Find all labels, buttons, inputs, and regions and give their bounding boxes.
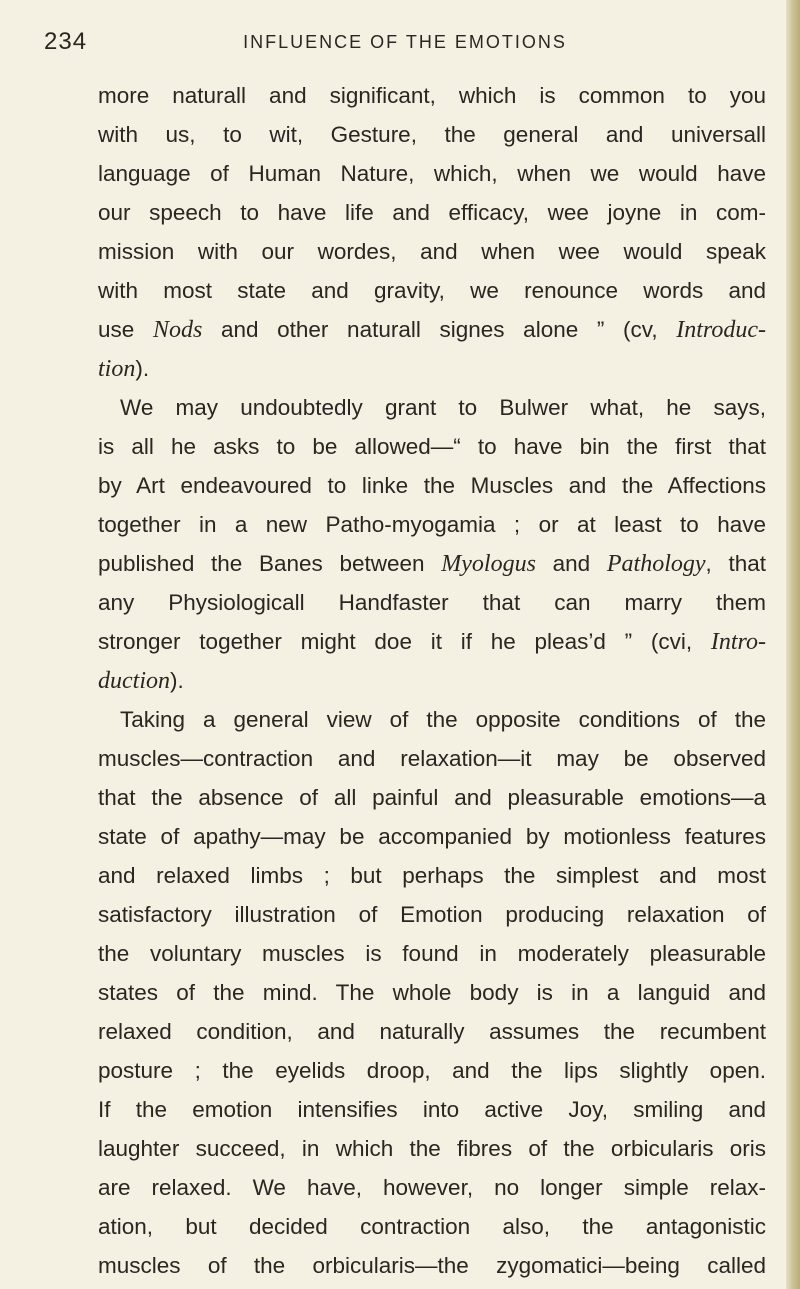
text-segment: mission with our wordes, and when wee would speak (98, 239, 766, 264)
text-segment: ation, but decided contraction also, the antagonistic (98, 1214, 766, 1239)
text-line (98, 115, 766, 154)
text-segment: language of Human Nature, which, when we would have (98, 161, 766, 186)
text-line (98, 1051, 766, 1090)
text-line (98, 739, 766, 778)
text-line (98, 817, 766, 856)
text-segment: and (535, 551, 607, 576)
text-line (98, 1207, 766, 1246)
text-segment: our speech to have life and efficacy, wee joyne in com- (98, 200, 766, 225)
text-segment: posture ; the eyelids droop, and the lips slightly open. (98, 1058, 766, 1083)
text-segment: by Art endeavoured to linke the Muscles and the Affections (98, 473, 766, 498)
text-segment: that the absence of all painful and pleasurable emotions—a (98, 785, 766, 810)
text-line (98, 622, 766, 661)
text-line (98, 1246, 766, 1285)
text-line (98, 895, 766, 934)
text-segment: are relaxed. We have, however, no longer simple relax- (98, 1175, 766, 1200)
text-line (98, 1012, 766, 1051)
text-segment: ). (170, 668, 184, 693)
page-edge-shadow (786, 0, 800, 1289)
text-line (98, 700, 766, 739)
text-segment: and relaxed limbs ; but perhaps the simplest and most (98, 863, 766, 888)
text-line (98, 544, 766, 583)
text-line (98, 76, 766, 115)
running-title: INFLUENCE OF THE EMOTIONS (243, 32, 567, 52)
text-line (98, 349, 766, 388)
italic-text: Intro- (710, 629, 766, 655)
text-line (98, 973, 766, 1012)
italic-text: Pathology (606, 551, 706, 577)
text-segment: satisfactory illustration of Emotion producing relaxation of (98, 902, 766, 927)
text-line (98, 1168, 766, 1207)
text-line (98, 388, 766, 427)
text-segment: and other naturall signes alone ” (cv, (202, 317, 677, 342)
text-line (98, 466, 766, 505)
text-segment: relaxed condition, and naturally assumes the recumbent (98, 1019, 766, 1044)
italic-text: tion (98, 356, 136, 382)
text-line (98, 232, 766, 271)
italic-text: Myologus (441, 551, 536, 577)
text-segment: states of the mind. The whole body is in a languid and (98, 980, 766, 1005)
text-segment: ). (135, 356, 150, 381)
text-segment: is all he asks to be allowed—“ to have bin the first that (98, 434, 766, 459)
text-segment: more naturall and significant, which is common to you (98, 83, 766, 108)
text-line (98, 154, 766, 193)
text-segment: Taking a general view of the opposite conditions of the (120, 707, 766, 732)
text-line (98, 934, 766, 973)
text-line (98, 271, 766, 310)
text-line (98, 1090, 766, 1129)
text-segment: If the emotion intensifies into active Joy, smiling and (98, 1097, 766, 1122)
page-number: 234 (44, 28, 88, 55)
text-segment: state of apathy—may be accompanied by motionless features (98, 824, 766, 849)
text-segment: use (98, 317, 153, 342)
text-line (98, 583, 766, 622)
italic-text: Nods (152, 317, 203, 343)
text-segment: muscles of the orbicularis—the zygomatici—being called (98, 1253, 766, 1278)
text-segment: with us, to wit, Gesture, the general and universall (98, 122, 766, 147)
text-segment: , that (705, 551, 766, 576)
italic-text: Introduc- (676, 317, 767, 343)
text-line (98, 856, 766, 895)
text-segment: the voluntary muscles is found in moderately pleasurable (98, 941, 766, 966)
text-line (98, 193, 766, 232)
text-segment: together in a new Patho-myogamia ; or at least to have (98, 512, 766, 537)
text-line (98, 427, 766, 466)
text-line (98, 778, 766, 817)
body-text (98, 76, 766, 1285)
text-line (98, 310, 766, 349)
page-header (44, 28, 766, 64)
text-segment: with most state and gravity, we renounce words and (98, 278, 766, 303)
text-segment: published the Banes between (98, 551, 442, 576)
text-segment: any Physiologicall Handfaster that can marry them (98, 590, 766, 615)
text-segment: muscles—contraction and relaxation—it may be observed (98, 746, 766, 771)
text-line (98, 661, 766, 700)
text-line (98, 1129, 766, 1168)
text-segment: stronger together might doe it if he pleas’d ” (cvi, (98, 629, 711, 654)
text-line (98, 505, 766, 544)
italic-text: duction (98, 668, 170, 694)
text-segment: We may undoubtedly grant to Bulwer what, he says, (120, 395, 766, 420)
text-segment: laughter succeed, in which the fibres of the orbicularis oris (98, 1136, 766, 1161)
